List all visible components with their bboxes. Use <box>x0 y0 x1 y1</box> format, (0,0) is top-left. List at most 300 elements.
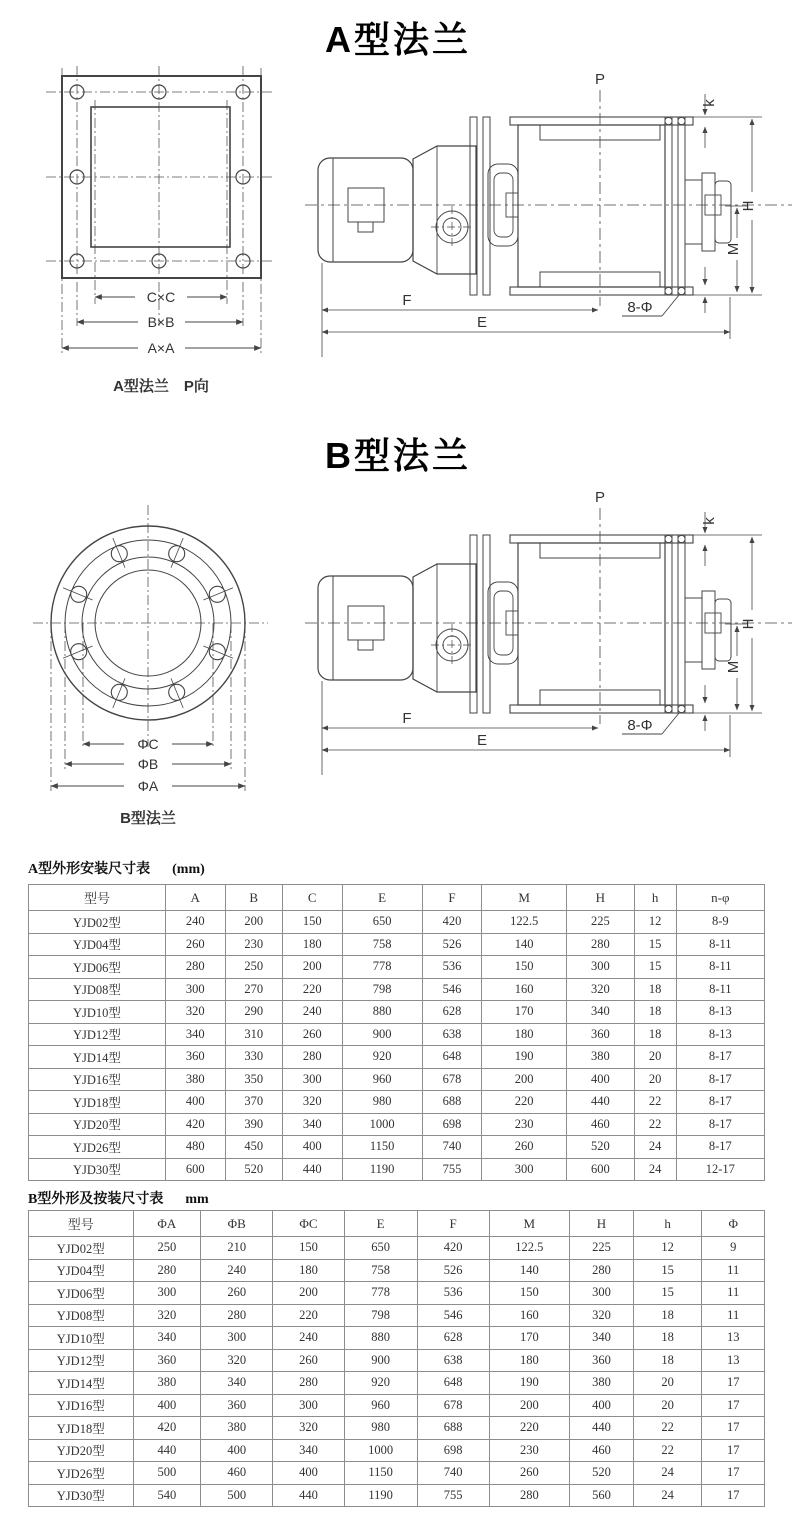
value-cell: 22 <box>634 1091 676 1114</box>
value-cell: 798 <box>342 978 422 1001</box>
col-header-1: A <box>165 885 225 911</box>
value-cell: 330 <box>225 1046 282 1069</box>
dim-label-m: M <box>725 242 742 256</box>
table-row <box>29 1417 765 1440</box>
value-cell: 536 <box>422 956 482 979</box>
model-cell: YJD04型 <box>29 933 166 956</box>
flange-a-caption: A型法兰 P向 <box>113 378 209 395</box>
model-cell: YJD16型 <box>29 1394 134 1417</box>
model-cell: YJD06型 <box>29 956 166 979</box>
dim-label-p: P <box>594 489 606 506</box>
value-cell: 678 <box>417 1394 489 1417</box>
value-cell: 260 <box>165 933 225 956</box>
value-cell: 320 <box>566 978 634 1001</box>
value-cell: 20 <box>633 1394 701 1417</box>
value-cell: 150 <box>482 956 567 979</box>
value-cell: 150 <box>273 1237 344 1260</box>
value-cell: 755 <box>422 1158 482 1181</box>
value-cell: 880 <box>344 1327 417 1350</box>
value-cell: 8-17 <box>676 1091 764 1114</box>
table-row <box>29 1349 765 1372</box>
flange-outline <box>62 76 261 348</box>
dim-label-phi-a: ΦA <box>137 778 159 794</box>
table-row <box>29 911 765 934</box>
value-cell: 600 <box>165 1158 225 1181</box>
col-header-8: h <box>634 885 676 911</box>
value-cell: 18 <box>634 1001 676 1024</box>
model-cell: YJD18型 <box>29 1091 166 1114</box>
motor-side-view-a <box>300 60 796 380</box>
value-cell: 8-11 <box>676 933 764 956</box>
col-header-9: n-φ <box>676 885 764 911</box>
model-cell: YJD30型 <box>29 1158 166 1181</box>
value-cell: 8-13 <box>676 1001 764 1024</box>
value-cell: 450 <box>225 1136 282 1159</box>
value-cell: 440 <box>133 1439 201 1462</box>
value-cell: 17 <box>702 1439 765 1462</box>
value-cell: 340 <box>566 1001 634 1024</box>
table-row <box>29 1091 765 1114</box>
value-cell: 280 <box>273 1372 344 1395</box>
value-cell: 360 <box>566 1023 634 1046</box>
value-cell: 15 <box>634 956 676 979</box>
value-cell: 500 <box>133 1462 201 1485</box>
dim-label-f: F <box>402 710 412 727</box>
header-row <box>29 1211 765 1237</box>
model-cell: YJD20型 <box>29 1113 166 1136</box>
value-cell: 520 <box>569 1462 633 1485</box>
dim-label-e: E <box>476 732 488 749</box>
value-cell: 180 <box>282 933 342 956</box>
value-cell: 24 <box>633 1462 701 1485</box>
value-cell: 520 <box>225 1158 282 1181</box>
value-cell: 260 <box>282 1023 342 1046</box>
value-cell: 340 <box>201 1372 273 1395</box>
value-cell: 400 <box>569 1394 633 1417</box>
value-cell: 400 <box>133 1394 201 1417</box>
value-cell: 280 <box>133 1259 201 1282</box>
value-cell: 200 <box>273 1282 344 1305</box>
dim-label-e: E <box>476 314 488 331</box>
value-cell: 13 <box>702 1349 765 1372</box>
value-cell: 650 <box>342 911 422 934</box>
col-header-5: F <box>417 1211 489 1237</box>
value-cell: 300 <box>569 1282 633 1305</box>
value-cell: 280 <box>201 1304 273 1327</box>
value-cell: 20 <box>633 1372 701 1395</box>
table-row <box>29 1439 765 1462</box>
value-cell: 220 <box>273 1304 344 1327</box>
value-cell: 22 <box>633 1439 701 1462</box>
table-row <box>29 1462 765 1485</box>
value-cell: 320 <box>273 1417 344 1440</box>
model-cell: YJD06型 <box>29 1282 134 1305</box>
value-cell: 1190 <box>342 1158 422 1181</box>
value-cell: 560 <box>569 1484 633 1507</box>
value-cell: 360 <box>165 1046 225 1069</box>
value-cell: 200 <box>225 911 282 934</box>
value-cell: 17 <box>702 1372 765 1395</box>
value-cell: 12 <box>633 1237 701 1260</box>
value-cell: 758 <box>344 1259 417 1282</box>
value-cell: 17 <box>702 1394 765 1417</box>
value-cell: 200 <box>489 1394 569 1417</box>
value-cell: 960 <box>344 1394 417 1417</box>
value-cell: 400 <box>566 1068 634 1091</box>
value-cell: 260 <box>482 1136 567 1159</box>
table-b-unit: mm <box>185 1192 209 1207</box>
value-cell: 220 <box>282 978 342 1001</box>
value-cell: 960 <box>342 1068 422 1091</box>
value-cell: 24 <box>634 1136 676 1159</box>
model-cell: YJD26型 <box>29 1462 134 1485</box>
value-cell: 320 <box>201 1349 273 1372</box>
value-cell: 540 <box>133 1484 201 1507</box>
value-cell: 17 <box>702 1417 765 1440</box>
value-cell: 360 <box>201 1394 273 1417</box>
col-header-7: H <box>566 885 634 911</box>
col-header-5: F <box>422 885 482 911</box>
table-b-title-text: B型外形及按装尺寸表 <box>28 1192 164 1207</box>
value-cell: 225 <box>569 1237 633 1260</box>
centerlines <box>46 66 275 354</box>
value-cell: 220 <box>482 1091 567 1114</box>
value-cell: 12 <box>634 911 676 934</box>
value-cell: 230 <box>482 1113 567 1136</box>
model-cell: YJD14型 <box>29 1046 166 1069</box>
dim-label-bxb: B×B <box>147 314 175 330</box>
value-cell: 350 <box>225 1068 282 1091</box>
value-cell: 9 <box>702 1237 765 1260</box>
value-cell: 320 <box>569 1304 633 1327</box>
dimensions-table-a <box>28 884 765 1181</box>
table-row <box>29 1068 765 1091</box>
value-cell: 8-17 <box>676 1046 764 1069</box>
value-cell: 150 <box>282 911 342 934</box>
value-cell: 638 <box>422 1023 482 1046</box>
value-cell: 260 <box>273 1349 344 1372</box>
table-row <box>29 1113 765 1136</box>
value-cell: 11 <box>702 1282 765 1305</box>
value-cell: 688 <box>422 1091 482 1114</box>
value-cell: 300 <box>201 1327 273 1350</box>
value-cell: 11 <box>702 1304 765 1327</box>
dim-label-h: H <box>740 200 757 212</box>
header-row <box>29 885 765 911</box>
value-cell: 240 <box>201 1259 273 1282</box>
model-cell: YJD10型 <box>29 1001 166 1024</box>
table-row <box>29 933 765 956</box>
value-cell: 190 <box>489 1372 569 1395</box>
value-cell: 420 <box>165 1113 225 1136</box>
value-cell: 280 <box>566 933 634 956</box>
table-row <box>29 1394 765 1417</box>
value-cell: 18 <box>633 1349 701 1372</box>
section-b-title: B型法兰 <box>325 435 471 476</box>
value-cell: 8-9 <box>676 911 764 934</box>
value-cell: 24 <box>633 1484 701 1507</box>
value-cell: 140 <box>489 1259 569 1282</box>
flange-b-caption: B型法兰 <box>120 810 176 827</box>
value-cell: 210 <box>201 1237 273 1260</box>
value-cell: 1190 <box>344 1484 417 1507</box>
model-cell: YJD08型 <box>29 1304 134 1327</box>
value-cell: 220 <box>489 1417 569 1440</box>
col-header-3: ΦC <box>273 1211 344 1237</box>
table-row <box>29 1158 765 1181</box>
value-cell: 440 <box>282 1158 342 1181</box>
value-cell: 15 <box>634 933 676 956</box>
value-cell: 360 <box>569 1349 633 1372</box>
value-cell: 340 <box>282 1113 342 1136</box>
model-cell: YJD02型 <box>29 1237 134 1260</box>
value-cell: 740 <box>417 1462 489 1485</box>
model-cell: YJD12型 <box>29 1023 166 1046</box>
value-cell: 400 <box>273 1462 344 1485</box>
value-cell: 22 <box>634 1113 676 1136</box>
table-a-title-text: A型外形安装尺寸表 <box>28 862 151 877</box>
table-row <box>29 1001 765 1024</box>
value-cell: 638 <box>417 1349 489 1372</box>
model-cell: YJD08型 <box>29 978 166 1001</box>
dim-label-p: P <box>594 71 606 88</box>
dim-label-phi-b: ΦB <box>137 756 159 772</box>
value-cell: 20 <box>634 1046 676 1069</box>
value-cell: 1150 <box>342 1136 422 1159</box>
value-cell: 1000 <box>344 1439 417 1462</box>
value-cell: 648 <box>422 1046 482 1069</box>
table-row <box>29 1136 765 1159</box>
table-row <box>29 1304 765 1327</box>
table-b-title <box>28 1188 209 1208</box>
value-cell: 380 <box>165 1068 225 1091</box>
dim-label-m: M <box>725 660 742 674</box>
value-cell: 420 <box>133 1417 201 1440</box>
col-header-1: ΦA <box>133 1211 201 1237</box>
value-cell: 980 <box>342 1091 422 1114</box>
value-cell: 280 <box>569 1259 633 1282</box>
value-cell: 8-17 <box>676 1068 764 1091</box>
table-row <box>29 1046 765 1069</box>
value-cell: 310 <box>225 1023 282 1046</box>
col-header-8: h <box>633 1211 701 1237</box>
value-cell: 18 <box>634 1023 676 1046</box>
model-cell: YJD20型 <box>29 1439 134 1462</box>
value-cell: 8-11 <box>676 978 764 1001</box>
square-flange-drawing <box>28 58 278 408</box>
model-cell: YJD12型 <box>29 1349 134 1372</box>
dim-label-f: F <box>402 292 412 309</box>
value-cell: 18 <box>633 1327 701 1350</box>
dim-label-k: k <box>701 517 718 525</box>
value-cell: 180 <box>489 1349 569 1372</box>
value-cell: 300 <box>133 1282 201 1305</box>
value-cell: 340 <box>273 1439 344 1462</box>
value-cell: 320 <box>165 1001 225 1024</box>
dimensions-table-b <box>28 1210 765 1507</box>
value-cell: 798 <box>344 1304 417 1327</box>
value-cell: 460 <box>566 1113 634 1136</box>
value-cell: 250 <box>225 956 282 979</box>
table-row <box>29 1327 765 1350</box>
model-cell: YJD10型 <box>29 1327 134 1350</box>
value-cell: 190 <box>482 1046 567 1069</box>
col-header-2: B <box>225 885 282 911</box>
value-cell: 15 <box>633 1282 701 1305</box>
value-cell: 755 <box>417 1484 489 1507</box>
value-cell: 920 <box>342 1046 422 1069</box>
table-a-title <box>28 858 205 878</box>
dim-label-axa: A×A <box>147 340 175 356</box>
value-cell: 260 <box>489 1462 569 1485</box>
value-cell: 140 <box>482 933 567 956</box>
value-cell: 628 <box>422 1001 482 1024</box>
table-row <box>29 1372 765 1395</box>
value-cell: 240 <box>282 1001 342 1024</box>
value-cell: 600 <box>566 1158 634 1181</box>
value-cell: 628 <box>417 1327 489 1350</box>
table-row <box>29 1237 765 1260</box>
motor-side-view-b <box>300 478 796 798</box>
value-cell: 24 <box>634 1158 676 1181</box>
value-cell: 758 <box>342 933 422 956</box>
col-header-0: 型号 <box>29 1211 134 1237</box>
value-cell: 546 <box>422 978 482 1001</box>
model-cell: YJD16型 <box>29 1068 166 1091</box>
value-cell: 546 <box>417 1304 489 1327</box>
value-cell: 11 <box>702 1259 765 1282</box>
value-cell: 778 <box>342 956 422 979</box>
value-cell: 8-11 <box>676 956 764 979</box>
value-cell: 230 <box>489 1439 569 1462</box>
value-cell: 150 <box>489 1282 569 1305</box>
value-cell: 170 <box>489 1327 569 1350</box>
model-cell: YJD30型 <box>29 1484 134 1507</box>
model-cell: YJD04型 <box>29 1259 134 1282</box>
value-cell: 280 <box>165 956 225 979</box>
motor-geometry <box>305 508 792 775</box>
col-header-9: Φ <box>702 1211 765 1237</box>
dim-label-phi-c: ΦC <box>137 736 159 752</box>
value-cell: 22 <box>633 1417 701 1440</box>
value-cell: 648 <box>417 1372 489 1395</box>
round-flange-drawing <box>25 495 295 840</box>
value-cell: 370 <box>225 1091 282 1114</box>
value-cell: 420 <box>417 1237 489 1260</box>
value-cell: 460 <box>201 1462 273 1485</box>
table-a-unit: (mm) <box>172 862 205 877</box>
dim-label-cxc: C×C <box>146 289 176 305</box>
value-cell: 778 <box>344 1282 417 1305</box>
value-cell: 900 <box>344 1349 417 1372</box>
value-cell: 440 <box>569 1417 633 1440</box>
value-cell: 400 <box>282 1136 342 1159</box>
value-cell: 500 <box>201 1484 273 1507</box>
dim-label-h: H <box>740 618 757 630</box>
value-cell: 280 <box>282 1046 342 1069</box>
value-cell: 360 <box>133 1349 201 1372</box>
value-cell: 650 <box>344 1237 417 1260</box>
table-row <box>29 1484 765 1507</box>
value-cell: 400 <box>201 1439 273 1462</box>
value-cell: 15 <box>633 1259 701 1282</box>
value-cell: 13 <box>702 1327 765 1350</box>
value-cell: 380 <box>569 1372 633 1395</box>
value-cell: 17 <box>702 1462 765 1485</box>
value-cell: 480 <box>165 1136 225 1159</box>
table-row <box>29 978 765 1001</box>
col-header-0: 型号 <box>29 885 166 911</box>
value-cell: 380 <box>201 1417 273 1440</box>
value-cell: 880 <box>342 1001 422 1024</box>
value-cell: 240 <box>273 1327 344 1350</box>
value-cell: 8-17 <box>676 1136 764 1159</box>
dim-label-k: k <box>701 99 718 107</box>
value-cell: 340 <box>133 1327 201 1350</box>
dim-label-bolt: 8-Φ <box>627 299 653 316</box>
value-cell: 390 <box>225 1113 282 1136</box>
value-cell: 698 <box>422 1113 482 1136</box>
value-cell: 160 <box>482 978 567 1001</box>
value-cell: 340 <box>569 1327 633 1350</box>
value-cell: 1000 <box>342 1113 422 1136</box>
col-header-4: E <box>342 885 422 911</box>
value-cell: 8-17 <box>676 1113 764 1136</box>
value-cell: 17 <box>702 1484 765 1507</box>
motor-geometry <box>305 90 792 357</box>
value-cell: 400 <box>165 1091 225 1114</box>
value-cell: 740 <box>422 1136 482 1159</box>
model-cell: YJD14型 <box>29 1372 134 1395</box>
col-header-6: M <box>489 1211 569 1237</box>
value-cell: 260 <box>201 1282 273 1305</box>
col-header-3: C <box>282 885 342 911</box>
value-cell: 300 <box>273 1394 344 1417</box>
value-cell: 526 <box>417 1259 489 1282</box>
model-cell: YJD02型 <box>29 911 166 934</box>
value-cell: 440 <box>566 1091 634 1114</box>
value-cell: 18 <box>634 978 676 1001</box>
table-row <box>29 956 765 979</box>
value-cell: 240 <box>165 911 225 934</box>
value-cell: 180 <box>482 1023 567 1046</box>
value-cell: 122.5 <box>489 1237 569 1260</box>
value-cell: 920 <box>344 1372 417 1395</box>
value-cell: 1150 <box>344 1462 417 1485</box>
value-cell: 300 <box>282 1068 342 1091</box>
value-cell: 900 <box>342 1023 422 1046</box>
col-header-4: E <box>344 1211 417 1237</box>
col-header-7: H <box>569 1211 633 1237</box>
model-cell: YJD18型 <box>29 1417 134 1440</box>
value-cell: 380 <box>566 1046 634 1069</box>
value-cell: 122.5 <box>482 911 567 934</box>
value-cell: 200 <box>482 1068 567 1091</box>
value-cell: 536 <box>417 1282 489 1305</box>
table-row <box>29 1282 765 1305</box>
value-cell: 270 <box>225 978 282 1001</box>
value-cell: 290 <box>225 1001 282 1024</box>
value-cell: 320 <box>133 1304 201 1327</box>
table-row <box>29 1023 765 1046</box>
table-row <box>29 1259 765 1282</box>
value-cell: 18 <box>633 1304 701 1327</box>
value-cell: 180 <box>273 1259 344 1282</box>
value-cell: 520 <box>566 1136 634 1159</box>
col-header-2: ΦB <box>201 1211 273 1237</box>
value-cell: 160 <box>489 1304 569 1327</box>
value-cell: 380 <box>133 1372 201 1395</box>
